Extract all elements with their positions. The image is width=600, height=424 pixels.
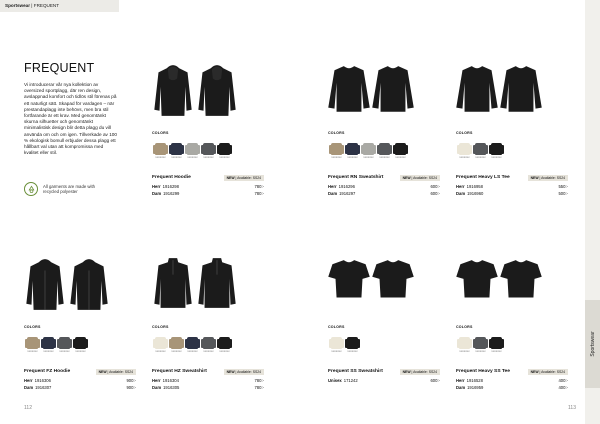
- variant-label: Herr: [456, 378, 465, 383]
- color-swatch: [218, 337, 231, 353]
- swatch-garment-icon: [59, 337, 70, 349]
- garment-back-image: [372, 62, 414, 118]
- garment-back-image: [196, 256, 238, 312]
- section-label: Sportswear: [5, 3, 31, 8]
- variant-code: 1916305: [163, 385, 180, 390]
- color-swatches: [330, 337, 359, 353]
- swatch-garment-icon: [155, 337, 166, 349]
- color-swatch: [458, 337, 471, 353]
- color-swatch: [202, 143, 215, 159]
- available-label: Available: SS24: [541, 176, 565, 180]
- garment-front-image: [24, 256, 66, 312]
- subsection-label: FREQUENT: [33, 3, 60, 8]
- colors-label: COLORS: [328, 325, 345, 329]
- swatch-code: XXXXXXX: [331, 156, 342, 159]
- product-images: [456, 252, 574, 320]
- variant-label: Herr: [152, 184, 161, 189]
- swatch-code: XXXXXXX: [491, 350, 502, 353]
- swatch-garment-icon: [203, 143, 214, 155]
- garment-back-image: [196, 62, 238, 118]
- variant-code: 1916958: [466, 184, 483, 189]
- product-name: Frequent HZ Sweatshirt: [152, 369, 207, 374]
- product-variant-row: [24, 385, 142, 390]
- swatch-garment-icon: [43, 337, 54, 349]
- colors-label: COLORS: [456, 131, 473, 135]
- product-variant-row: [328, 191, 446, 196]
- swatch-code: XXXXXXX: [219, 350, 230, 353]
- product-name: Frequent Hoodie: [152, 175, 191, 180]
- variant-label: Herr: [152, 378, 161, 383]
- variant-price: 550:-: [558, 184, 568, 189]
- swatch-garment-icon: [459, 143, 470, 155]
- color-swatch: [362, 143, 375, 159]
- new-label: NEW: [226, 370, 235, 374]
- swatch-garment-icon: [187, 337, 198, 349]
- product-card: [24, 252, 142, 402]
- product-variant-row: [152, 184, 270, 189]
- availability-badge: NEW | Available: SS24: [528, 175, 568, 181]
- product-variant-row: [24, 378, 142, 383]
- swatch-code: XXXXXXX: [475, 156, 486, 159]
- garment-back-image: [372, 256, 414, 312]
- swatch-code: XXXXXXX: [491, 156, 502, 159]
- swatch-code: XXXXXXX: [347, 156, 358, 159]
- variant-code: 1916528: [466, 378, 483, 383]
- garment-front-image: [152, 256, 194, 312]
- available-label: Available: SS24: [541, 370, 565, 374]
- section-tab: Sportswear | FREQUENT: [0, 0, 119, 12]
- swatch-garment-icon: [363, 143, 374, 155]
- variant-label: Dam: [456, 385, 466, 390]
- swatch-code: XXXXXXX: [363, 156, 374, 159]
- color-swatch: [170, 337, 183, 353]
- swatch-garment-icon: [379, 143, 390, 155]
- product-variant-row: [152, 385, 270, 390]
- variant-price: 500:-: [558, 191, 568, 196]
- color-swatch: [186, 337, 199, 353]
- product-card: [328, 58, 446, 208]
- color-swatches: [458, 337, 503, 353]
- garment-back-image: [500, 256, 542, 312]
- color-swatch: [186, 143, 199, 159]
- product-card: [456, 252, 574, 402]
- swatch-garment-icon: [171, 143, 182, 155]
- variant-price: 600:-: [430, 378, 440, 383]
- spine-label: Sportswear: [589, 331, 596, 357]
- variant-price: 400:-: [558, 385, 568, 390]
- color-swatch: [346, 337, 359, 353]
- swatch-garment-icon: [331, 337, 342, 349]
- swatch-garment-icon: [331, 143, 342, 155]
- swatch-code: XXXXXXX: [219, 156, 230, 159]
- product-images: [152, 252, 270, 320]
- swatch-code: XXXXXXX: [59, 350, 70, 353]
- swatch-code: XXXXXXX: [187, 156, 198, 159]
- colors-label: COLORS: [328, 131, 345, 135]
- product-name: Frequent SS Sweatshirt: [328, 369, 383, 374]
- new-label: NEW: [402, 176, 411, 180]
- product-card: [328, 252, 446, 402]
- garment-front-image: [456, 256, 498, 312]
- color-swatches: [154, 143, 231, 159]
- variant-code: 1916298: [162, 184, 179, 189]
- color-swatch: [42, 337, 55, 353]
- product-images: [328, 252, 446, 320]
- variant-price: 780:-: [254, 385, 264, 390]
- variant-code: 1916307: [35, 385, 52, 390]
- swatch-code: XXXXXXX: [459, 156, 470, 159]
- color-swatch: [330, 337, 343, 353]
- swatch-code: XXXXXXX: [379, 156, 390, 159]
- color-swatch: [346, 143, 359, 159]
- variant-code: 1916959: [467, 385, 484, 390]
- swatch-code: XXXXXXX: [155, 350, 166, 353]
- product-variant-row: [152, 191, 270, 196]
- garment-back-image: [500, 62, 542, 118]
- swatch-garment-icon: [171, 337, 182, 349]
- variant-code: 171242: [343, 378, 358, 383]
- product-card: [152, 58, 270, 208]
- new-label: NEW: [402, 370, 411, 374]
- garment-back-image: [68, 256, 110, 312]
- color-swatch: [154, 337, 167, 353]
- page-title: FREQUENT: [24, 61, 95, 75]
- colors-label: COLORS: [456, 325, 473, 329]
- swatch-garment-icon: [187, 143, 198, 155]
- product-variant-row: [152, 378, 270, 383]
- variant-price: 780:-: [254, 191, 264, 196]
- variant-label: Dam: [152, 385, 162, 390]
- swatch-garment-icon: [491, 337, 502, 349]
- swatch-garment-icon: [219, 143, 230, 155]
- color-swatch: [218, 143, 231, 159]
- variant-code: 1916306: [34, 378, 51, 383]
- variant-label: Dam: [152, 191, 162, 196]
- color-swatch: [202, 337, 215, 353]
- swatch-garment-icon: [475, 143, 486, 155]
- swatch-code: XXXXXXX: [331, 350, 342, 353]
- availability-badge: NEW | Available: SS24: [224, 369, 264, 375]
- product-variant-row: [456, 378, 574, 383]
- color-swatches: [458, 143, 503, 159]
- swatch-code: XXXXXXX: [203, 350, 214, 353]
- variant-price: 600:-: [430, 184, 440, 189]
- color-swatch: [74, 337, 87, 353]
- garment-front-image: [328, 62, 370, 118]
- intro-text: Vi introducerar vår nya kollektion av oversized sportplagg, där ren design, avslappnad komfort och tidlös stil förenas på ett naturligt sätt. Skapad för vardagen – när prestandaplagg inte behövs, men bra stil fortfarande är ett krav. Med genomtänkt skurna silhuetter och genomtänkt minimalistisk design blir detta plagg du vill använda om och om igen. Tillverkade av 100 % ekologisk bomull erbjuder dessa plagg ett hållbart val utan att kompromissa med kvalitet eller stil.: [24, 82, 118, 156]
- variant-price: 780:-: [254, 184, 264, 189]
- eco-note-text: All garments are made with recycled polyester: [43, 183, 96, 194]
- swatch-garment-icon: [459, 337, 470, 349]
- available-label: Available: SS24: [413, 370, 437, 374]
- swatch-code: XXXXXXX: [171, 350, 182, 353]
- swatch-garment-icon: [475, 337, 486, 349]
- swatch-code: XXXXXXX: [43, 350, 54, 353]
- available-label: Available: SS24: [413, 176, 437, 180]
- eco-note: [24, 182, 103, 196]
- variant-label: Dam: [24, 385, 34, 390]
- variant-code: 1916304: [162, 378, 179, 383]
- available-label: Available: SS24: [237, 176, 261, 180]
- colors-label: COLORS: [152, 131, 169, 135]
- swatch-code: XXXXXXX: [395, 156, 406, 159]
- variant-label: Herr: [24, 378, 33, 383]
- product-variant-row: [456, 184, 574, 189]
- swatch-garment-icon: [75, 337, 86, 349]
- color-swatch: [26, 337, 39, 353]
- color-swatch: [490, 143, 503, 159]
- variant-price: 900:-: [126, 385, 136, 390]
- variant-price: 900:-: [126, 378, 136, 383]
- color-swatch: [154, 143, 167, 159]
- colors-label: COLORS: [152, 325, 169, 329]
- product-images: [152, 58, 270, 126]
- swatch-code: XXXXXXX: [187, 350, 198, 353]
- product-images: [24, 252, 142, 320]
- recycle-icon: [24, 182, 38, 196]
- swatch-garment-icon: [203, 337, 214, 349]
- swatch-code: XXXXXXX: [459, 350, 470, 353]
- variant-label: Herr: [456, 184, 465, 189]
- availability-badge: NEW | Available: SS24: [400, 175, 440, 181]
- product-name: Frequent Heavy SS Tee: [456, 369, 510, 374]
- new-label: NEW: [530, 176, 539, 180]
- swatch-garment-icon: [219, 337, 230, 349]
- product-variant-row: [328, 184, 446, 189]
- color-swatch: [394, 143, 407, 159]
- page-number-left: 112: [24, 405, 32, 411]
- color-swatch: [490, 337, 503, 353]
- variant-code: 1916296: [338, 184, 355, 189]
- swatch-code: XXXXXXX: [475, 350, 486, 353]
- page-number-right: 113: [568, 405, 576, 411]
- product-name: Frequent Heavy LS Tee: [456, 175, 510, 180]
- color-swatch: [170, 143, 183, 159]
- variant-label: Dam: [328, 191, 338, 196]
- swatch-code: XXXXXXX: [75, 350, 86, 353]
- availability-badge: NEW | Available: SS24: [400, 369, 440, 375]
- swatch-code: XXXXXXX: [347, 350, 358, 353]
- color-swatch: [474, 337, 487, 353]
- availability-badge: NEW | Available: SS24: [528, 369, 568, 375]
- available-label: Available: SS24: [109, 370, 133, 374]
- product-card: [152, 252, 270, 402]
- variant-code: 1916960: [467, 191, 484, 196]
- garment-front-image: [328, 256, 370, 312]
- swatch-code: XXXXXXX: [155, 156, 166, 159]
- garment-front-image: [152, 62, 194, 118]
- product-variant-row: [456, 385, 574, 390]
- new-label: NEW: [98, 370, 107, 374]
- variant-price: 600:-: [430, 191, 440, 196]
- swatch-code: XXXXXXX: [203, 156, 214, 159]
- colors-label: COLORS: [24, 325, 41, 329]
- product-card: [456, 58, 574, 208]
- color-swatches: [330, 143, 407, 159]
- product-images: [456, 58, 574, 126]
- swatch-garment-icon: [27, 337, 38, 349]
- color-swatches: [154, 337, 231, 353]
- color-swatches: [26, 337, 87, 353]
- garment-front-image: [456, 62, 498, 118]
- swatch-code: XXXXXXX: [171, 156, 182, 159]
- variant-code: 1916299: [163, 191, 180, 196]
- swatch-garment-icon: [491, 143, 502, 155]
- color-swatch: [330, 143, 343, 159]
- product-images: [328, 58, 446, 126]
- available-label: Available: SS24: [237, 370, 261, 374]
- new-label: NEW: [226, 176, 235, 180]
- swatch-code: XXXXXXX: [27, 350, 38, 353]
- variant-label: Dam: [456, 191, 466, 196]
- swatch-garment-icon: [347, 337, 358, 349]
- variant-label: Unisex: [328, 378, 342, 383]
- variant-label: Herr: [328, 184, 337, 189]
- swatch-garment-icon: [347, 143, 358, 155]
- new-label: NEW: [530, 370, 539, 374]
- spine-tab: [585, 300, 600, 388]
- product-name: Frequent FZ Hoodie: [24, 369, 71, 374]
- product-name: Frequent RN Sweatshirt: [328, 175, 384, 180]
- swatch-garment-icon: [155, 143, 166, 155]
- color-swatch: [474, 143, 487, 159]
- availability-badge: NEW | Available: SS24: [96, 369, 136, 375]
- color-swatch: [378, 143, 391, 159]
- variant-code: 1916297: [339, 191, 356, 196]
- color-swatch: [458, 143, 471, 159]
- variant-price: 780:-: [254, 378, 264, 383]
- variant-price: 400:-: [558, 378, 568, 383]
- color-swatch: [58, 337, 71, 353]
- availability-badge: NEW | Available: SS24: [224, 175, 264, 181]
- product-variant-row: [328, 378, 446, 383]
- product-variant-row: [456, 191, 574, 196]
- swatch-garment-icon: [395, 143, 406, 155]
